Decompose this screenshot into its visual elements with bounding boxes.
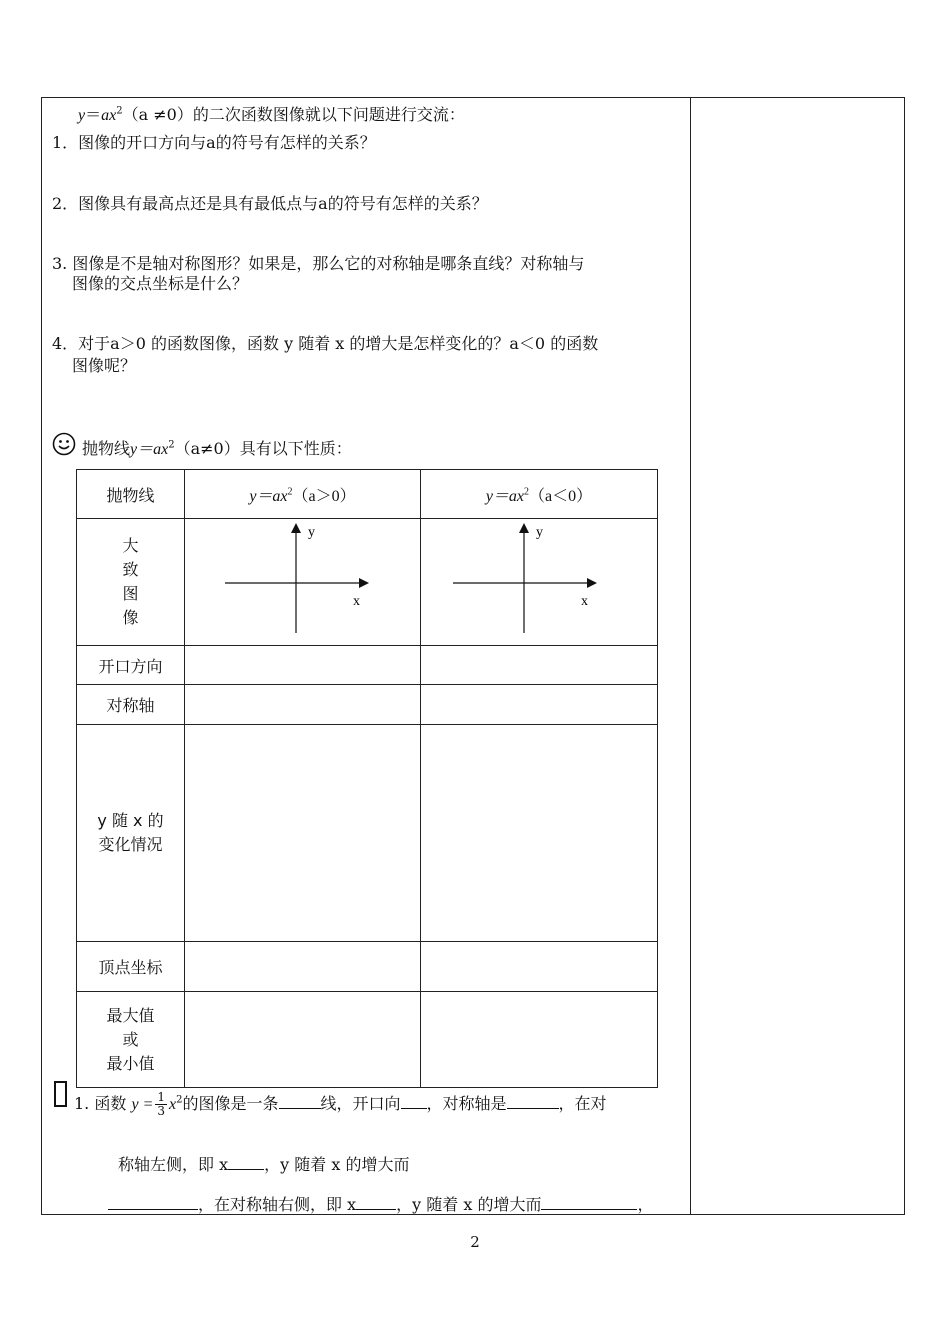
exercise-line3-text-b: ，y 随着 x 的增大而 (396, 1195, 542, 1214)
extreme-positive[interactable] (185, 992, 421, 1088)
opening-negative[interactable] (421, 646, 658, 685)
question-4-cont: 图像呢？ (72, 356, 137, 375)
row-graph-char-3: 图 (122, 584, 139, 603)
vertex-negative[interactable] (421, 942, 658, 992)
properties-exp: 2 (168, 439, 175, 451)
x-axis-label: x (581, 594, 588, 609)
question-1: 1．图像的开口方向与a的符号有怎样的关系？ (52, 133, 376, 152)
row-label-graph (77, 519, 185, 646)
exercise-func-word: 函数 (94, 1094, 127, 1113)
blank-curve-type[interactable] (279, 1094, 321, 1109)
x-axis-arrow (359, 578, 369, 588)
row-extreme-line-1: 最大值 (106, 1005, 155, 1025)
exercise-line-1 (74, 1091, 607, 1118)
header-pos-formula: y＝ax (249, 487, 288, 505)
worksheet-frame (41, 97, 905, 1215)
formula-ax: ax (101, 107, 117, 124)
extreme-negative[interactable] (421, 992, 658, 1088)
intro-text: 的二次函数图像就以下问题进行交流： (192, 105, 465, 124)
vertex-positive[interactable] (185, 942, 421, 992)
exercise-text-1: 的图像是一条 (182, 1094, 279, 1113)
blank-left-trend[interactable] (108, 1195, 198, 1210)
opening-positive[interactable] (185, 646, 421, 685)
exercise-text-2: 线，开口向 (320, 1094, 401, 1113)
header-pos-cond: （a＞0） (292, 487, 356, 505)
question-2: 2．图像具有最高点还是具有最低点与a的符号有怎样的关系？ (52, 194, 488, 213)
x-axis-arrow (587, 578, 597, 588)
exercise-text-3: ，对称轴是 (426, 1094, 507, 1113)
exercise-text-4: ，在对 (558, 1094, 607, 1113)
formula-eq: ＝ (85, 105, 102, 124)
intro-line (78, 102, 465, 125)
header-a-positive (185, 470, 421, 519)
header-a-negative (421, 470, 658, 519)
exercise-line3-text-a: ，在对称轴右侧，即 x (198, 1195, 357, 1214)
header-neg-cond: （a＜0） (529, 487, 593, 505)
axis-positive[interactable] (185, 685, 421, 725)
formula-cond: （a ≠0） (122, 105, 193, 124)
row-label-opening: 开口方向 (77, 646, 185, 685)
blank-symmetry-axis[interactable] (507, 1094, 559, 1109)
properties-prefix: 抛物线 (82, 439, 131, 458)
header-label: 抛物线 (77, 470, 185, 519)
y-axis-label: y (536, 525, 543, 540)
blank-right-x[interactable] (356, 1195, 396, 1210)
properties-heading (82, 436, 352, 459)
row-label-axis: 对称轴 (77, 685, 185, 725)
properties-table (76, 469, 658, 1088)
fraction-denominator: 3 (157, 1104, 166, 1118)
row-change-line-2: 变化情况 (98, 835, 163, 854)
exercise-line-2 (118, 1152, 409, 1175)
blank-left-x[interactable] (228, 1155, 264, 1170)
header-neg-exp: 2 (524, 486, 530, 498)
row-label-change (77, 725, 185, 942)
properties-cond: （a≠0）具有以下性质： (174, 439, 352, 458)
exercise-line3-text-c: ， (637, 1195, 654, 1214)
axes-diagram-positive (185, 519, 421, 641)
row-graph-char-2: 致 (122, 560, 139, 579)
properties-formula: y＝ax (130, 441, 169, 458)
graph-cell-positive (185, 519, 421, 646)
row-graph-char-4: 像 (122, 608, 139, 627)
blank-opening[interactable] (401, 1094, 427, 1109)
formula-y: y (78, 107, 86, 124)
smiley-icon (52, 432, 76, 456)
exercise-line2-text-a: 称轴左侧，即 x (118, 1155, 229, 1174)
page-number: 2 (470, 1233, 480, 1251)
exercise-y-eq: y = (131, 1096, 154, 1113)
x-axis-label: x (353, 594, 360, 609)
question-3: 3. 图像是不是轴对称图形？如果是，那么它的对称轴是哪条直线？对称轴与 (52, 254, 585, 273)
blank-right-trend[interactable] (541, 1195, 637, 1210)
exercise-exp: 2 (176, 1094, 183, 1106)
exercise-fraction (155, 1091, 167, 1118)
change-positive[interactable] (185, 725, 421, 942)
question-3-cont: 图像的交点坐标是什么？ (72, 274, 249, 293)
row-label-vertex: 顶点坐标 (77, 942, 185, 992)
axes-diagram-negative (421, 519, 658, 641)
row-extreme-line-3: 最小值 (106, 1053, 155, 1073)
fraction-numerator: 1 (157, 1090, 166, 1104)
exercise-marker-icon (54, 1081, 67, 1107)
header-pos-exp: 2 (287, 486, 293, 498)
y-axis-arrow (291, 523, 301, 533)
column-divider (690, 98, 691, 1214)
y-axis-arrow (519, 523, 529, 533)
exercise-x: x (169, 1096, 177, 1113)
row-label-extreme (77, 992, 185, 1088)
header-neg-formula: y＝ax (485, 487, 525, 505)
row-change-line-1: y 随 x 的 (97, 811, 164, 830)
row-extreme-line-2: 或 (122, 1029, 139, 1049)
question-4: 4．对于a＞0 的函数图像，函数 y 随着 x 的增大是怎样变化的？a＜0 的函数 (52, 334, 599, 353)
exercise-number: 1. (74, 1094, 90, 1113)
graph-cell-negative (421, 519, 658, 646)
formula-exp: 2 (116, 105, 123, 117)
row-graph-char-1: 大 (122, 536, 139, 555)
exercise-line-3 (108, 1192, 653, 1215)
exercise-line2-text-b: ，y 随着 x 的增大而 (264, 1155, 410, 1174)
axis-negative[interactable] (421, 685, 658, 725)
y-axis-label: y (308, 525, 315, 540)
change-negative[interactable] (421, 725, 658, 942)
